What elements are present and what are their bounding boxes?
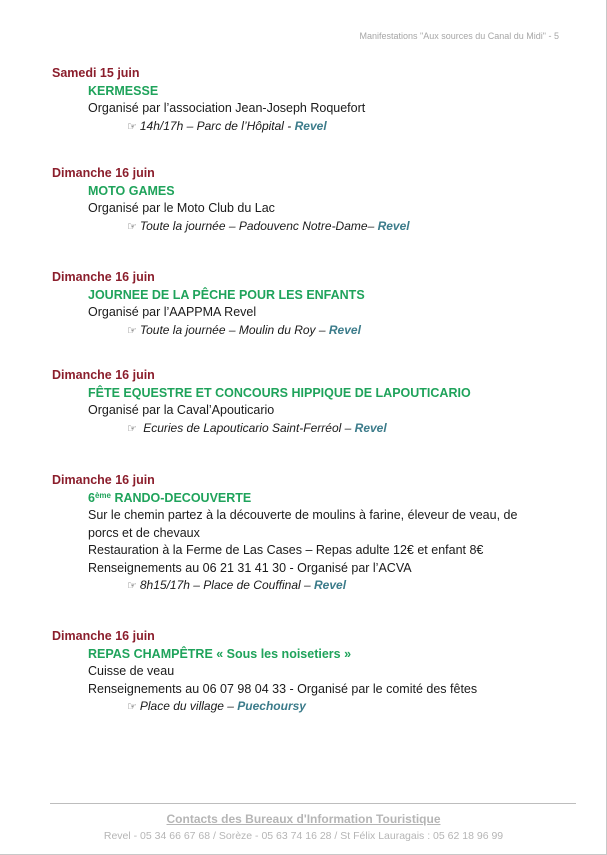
event-town: Revel bbox=[314, 578, 347, 592]
event-journee-peche bbox=[52, 269, 572, 340]
event-line: Organisé par l’AAPPMA Revel bbox=[88, 305, 257, 319]
event-date: Dimanche 16 juin bbox=[52, 270, 155, 284]
event-line: Renseignements au 06 07 98 04 33 - Organisé par le comité des fêtes bbox=[88, 681, 478, 696]
event-title: FÊTE EQUESTRE ET CONCOURS HIPPIQUE DE LAPOUTICARIO bbox=[88, 386, 471, 400]
event-detail bbox=[127, 218, 572, 236]
pointing-hand-icon: ☞ bbox=[127, 422, 137, 435]
footer-divider bbox=[50, 803, 576, 804]
event-title: KERMESSE bbox=[88, 84, 159, 98]
event-title-sup: ème bbox=[94, 491, 111, 500]
event-detail bbox=[127, 118, 572, 136]
event-repas-champetre bbox=[52, 628, 572, 716]
event-detail-text: Place du village – bbox=[139, 699, 238, 713]
event-town: Revel bbox=[294, 118, 327, 133]
event-detail bbox=[127, 577, 572, 595]
event-date: Dimanche 16 juin bbox=[52, 368, 155, 382]
event-detail-text: Toute la journée – Moulin du Roy – bbox=[139, 322, 329, 337]
pointing-hand-icon: ☞ bbox=[127, 120, 137, 133]
event-fete-equestre bbox=[52, 367, 572, 438]
event-date: Dimanche 16 juin bbox=[52, 629, 155, 643]
event-town: Revel bbox=[328, 322, 361, 337]
event-line: Restauration à la Ferme de Las Cases – Repas adulte 12€ et enfant 8€ bbox=[88, 543, 484, 557]
pointing-hand-icon: ☞ bbox=[127, 580, 137, 592]
event-title-prefix: 6 bbox=[88, 491, 95, 505]
event-title bbox=[88, 489, 572, 507]
event-detail-text: 8h15/17h – Place de Couffinal – bbox=[139, 578, 315, 592]
event-kermesse bbox=[52, 65, 572, 136]
event-town: Puechoursy bbox=[237, 699, 306, 713]
event-line: Renseignements au 06 21 31 41 30 - Organisé par l’ACVA bbox=[88, 560, 412, 575]
event-town: Revel bbox=[377, 218, 410, 233]
event-title-text: RANDO-DECOUVERTE bbox=[110, 491, 252, 505]
event-detail-text: Ecuries de Lapouticario Saint-Ferréol – bbox=[139, 420, 355, 435]
event-detail bbox=[127, 698, 572, 716]
event-detail bbox=[127, 420, 572, 438]
event-date: Samedi 15 juin bbox=[52, 66, 140, 80]
event-town: Revel bbox=[354, 420, 387, 435]
running-header: Manifestations "Aux sources du Canal du Midi" - 5 bbox=[359, 31, 559, 41]
pointing-hand-icon: ☞ bbox=[127, 324, 137, 337]
event-detail-text: 14h/17h – Parc de l’Hôpital - bbox=[139, 118, 295, 133]
event-detail bbox=[127, 322, 572, 340]
event-line: Organisé par l’association Jean-Joseph Roquefort bbox=[88, 101, 366, 115]
footer-title: Contacts des Bureaux d'Information Touristique bbox=[166, 812, 441, 826]
pointing-hand-icon: ☞ bbox=[127, 220, 137, 233]
footer-contacts: Revel - 05 34 66 67 68 / Sorèze - 05 63 74 16 28 / St Félix Lauragais : 05 62 18 96 99 bbox=[103, 830, 504, 842]
event-line: Sur le chemin partez à la découverte de moulins à farine, éleveur de veau, de porcs et de chevaux bbox=[88, 508, 518, 540]
event-rando-decouverte bbox=[52, 472, 572, 595]
event-date: Dimanche 16 juin bbox=[52, 473, 155, 487]
event-line: Organisé par le Moto Club du Lac bbox=[88, 201, 275, 215]
pointing-hand-icon: ☞ bbox=[127, 701, 137, 713]
event-title: REPAS CHAMPÊTRE « Sous les noisetiers » bbox=[88, 647, 352, 661]
event-line: Cuisse de veau bbox=[88, 664, 175, 678]
event-title: JOURNEE DE LA PÊCHE POUR LES ENFANTS bbox=[88, 288, 365, 302]
event-date: Dimanche 16 juin bbox=[52, 166, 155, 180]
event-title: MOTO GAMES bbox=[88, 184, 175, 198]
event-detail-text: Toute la journée – Padouvenc Notre-Dame– bbox=[139, 218, 378, 233]
event-moto-games bbox=[52, 165, 572, 236]
event-line: Organisé par la Caval’Apouticario bbox=[88, 403, 275, 417]
